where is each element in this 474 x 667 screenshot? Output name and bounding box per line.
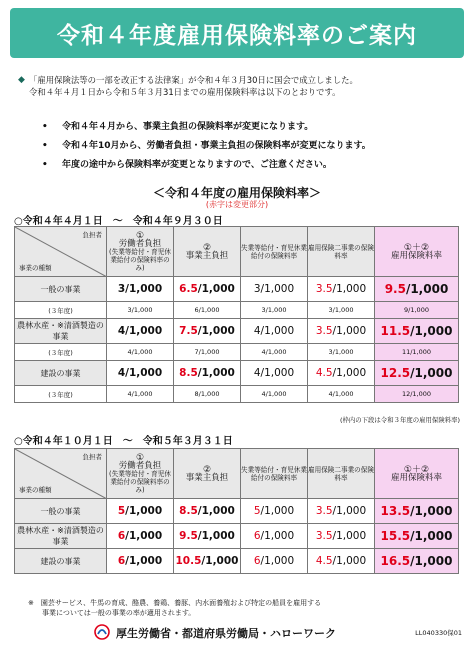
footer bbox=[0, 624, 474, 642]
rate-base-part: /1,000 bbox=[260, 555, 295, 567]
unemployment-rate bbox=[241, 524, 308, 549]
rate-changed-part: 9.5 bbox=[384, 282, 406, 296]
business-type: 一般の事業 bbox=[15, 277, 107, 302]
worker-rate bbox=[107, 499, 174, 524]
rate-changed-part: 6.5 bbox=[179, 283, 198, 295]
rate-changed-part: 5 bbox=[117, 505, 126, 517]
prev-year-rate: 11/1,000 bbox=[375, 344, 459, 361]
prev-year-rate: 6/1,000 bbox=[174, 302, 241, 319]
prev-year-rate: 3/1,000 bbox=[241, 302, 308, 319]
total-rate bbox=[375, 549, 459, 574]
rate-table-1 bbox=[14, 226, 459, 403]
rate-base-part: /1,000 bbox=[201, 555, 239, 567]
prev-year-rate: 12/1,000 bbox=[375, 386, 459, 403]
rate-changed-part: 12.5 bbox=[380, 366, 411, 380]
note-prev-year: (枠内の下段は令和３年度の雇用保険料率) bbox=[339, 416, 460, 424]
rate-changed-part: 3.5 bbox=[315, 505, 333, 517]
employer-rate bbox=[174, 549, 241, 574]
rate-base-part: /1,000 bbox=[260, 505, 295, 517]
header-unemp: 失業等給付・育児休業給付の保険料率 bbox=[241, 227, 308, 277]
unemployment-rate bbox=[241, 361, 308, 386]
period-2-heading: ○令和４年１０月１日 ～ 令和５年３月３１日 bbox=[14, 436, 233, 447]
rate-changed-part: 6 bbox=[253, 530, 261, 542]
worker-rate bbox=[107, 524, 174, 549]
two-projects-rate bbox=[308, 277, 375, 302]
rate-changed-part: 8.5 bbox=[179, 505, 198, 517]
bullet-icon: • bbox=[42, 160, 48, 170]
prev-year-rate: 9/1,000 bbox=[375, 302, 459, 319]
rate-changed-part: 16.5 bbox=[380, 554, 411, 568]
footnote-line-1: ※ 園芸サービス、牛馬の育成、酪農、養鶏、養豚、内水面養殖および特定の船員を雇用する bbox=[28, 599, 322, 607]
prev-year-label: (３年度) bbox=[15, 344, 107, 361]
rate-table-2 bbox=[14, 448, 459, 574]
table-row bbox=[15, 277, 459, 302]
business-type: 農林水産・※清酒製造の事業 bbox=[15, 524, 107, 549]
two-projects-rate bbox=[308, 524, 375, 549]
two-projects-rate bbox=[308, 361, 375, 386]
rate-changed-part: 15.5 bbox=[380, 529, 411, 543]
worker-rate bbox=[107, 549, 174, 574]
rate-base-part: /1,000 bbox=[125, 530, 163, 542]
bullet-2: 令和４年10月から、労働者負担・事業主負担の保険料率が変更になります。 bbox=[62, 141, 371, 151]
header-total: ①＋② 雇用保険料率 bbox=[375, 227, 459, 277]
worker-rate bbox=[107, 277, 174, 302]
title-banner: 令和４年度雇用保険料率のご案内 bbox=[10, 8, 464, 58]
rate-base-part: /1,000 bbox=[332, 325, 367, 337]
rate-changed-part: 3.5 bbox=[315, 325, 333, 337]
rate-changed-part: 11.5 bbox=[380, 324, 411, 338]
intro-line-2: 令和４年４月１日から令和５年３月31日までの雇用保険料率は以下のとおりです。 bbox=[29, 87, 341, 97]
rate-base-part: /1,000 bbox=[197, 505, 235, 517]
rate-base-part: /1,000 bbox=[410, 324, 453, 338]
rate-changed-part: 6 bbox=[253, 555, 261, 567]
rate-base-part: /1,000 bbox=[410, 529, 453, 543]
rate-changed-part: 4.5 bbox=[315, 555, 333, 567]
intro-line-1: 「雇用保険法等の一部を改正する法律案」が令和４年３月30日に国会で成立しました。 bbox=[29, 75, 358, 85]
rate-changed-part: 9.5 bbox=[179, 530, 198, 542]
total-rate bbox=[375, 524, 459, 549]
organization-name: 厚生労働省・都道府県労働局・ハローワーク bbox=[116, 627, 336, 640]
footnote-line-2: 事業については一般の事業の率が適用されます。 bbox=[28, 609, 196, 617]
footnote bbox=[28, 598, 448, 618]
table-title: ＜令和４年度の雇用保険料率＞ bbox=[152, 186, 321, 200]
rate-base-part: 3/1,000 bbox=[117, 283, 163, 295]
rate-changed-part: 3.5 bbox=[315, 283, 333, 295]
rate-changed-part: 6 bbox=[117, 530, 126, 542]
rate-base-part: /1,000 bbox=[332, 283, 367, 295]
two-projects-rate bbox=[308, 319, 375, 344]
business-type: 建設の事業 bbox=[15, 361, 107, 386]
ministry-logo-icon bbox=[94, 624, 110, 640]
rate-base-part: 4/1,000 bbox=[253, 325, 295, 337]
header-two-projects: 雇用保険二事業の保険料率 bbox=[308, 227, 375, 277]
header-unemp: 失業等給付・育児休業給付の保険料率 bbox=[241, 449, 308, 499]
prev-year-rate: 7/1,000 bbox=[174, 344, 241, 361]
rate-base-part: /1,000 bbox=[410, 366, 453, 380]
prev-year-rate: 3/1,000 bbox=[308, 302, 375, 319]
employer-rate bbox=[174, 524, 241, 549]
business-type: 一般の事業 bbox=[15, 499, 107, 524]
total-rate bbox=[375, 319, 459, 344]
employer-rate bbox=[174, 499, 241, 524]
prev-year-rate: 4/1,000 bbox=[241, 386, 308, 403]
rate-base-part: /1,000 bbox=[332, 530, 367, 542]
rate-changed-part: 13.5 bbox=[380, 504, 411, 518]
rate-base-part: /1,000 bbox=[332, 555, 367, 567]
two-projects-rate bbox=[308, 549, 375, 574]
header-corner bbox=[15, 227, 107, 277]
table-row bbox=[15, 361, 459, 386]
header-corner bbox=[15, 449, 107, 499]
header-burden: 負担者 bbox=[82, 231, 102, 239]
prev-year-rate: 4/1,000 bbox=[308, 386, 375, 403]
total-rate bbox=[375, 361, 459, 386]
business-type: 農林水産・※清酒製造の事業 bbox=[15, 319, 107, 344]
rate-base-part: 4/1,000 bbox=[253, 367, 295, 379]
rate-changed-part: 4.5 bbox=[315, 367, 333, 379]
prev-year-label: (３年度) bbox=[15, 302, 107, 319]
diamond-icon: ◆ bbox=[18, 75, 25, 85]
bullet-1: 令和４年４月から、事業主負担の保険料率が変更になります。 bbox=[62, 122, 314, 132]
bullet-icon: • bbox=[42, 141, 48, 151]
header-business: 事業の種類 bbox=[19, 264, 52, 272]
rate-base-part: 4/1,000 bbox=[117, 325, 163, 337]
prev-year-rate: 3/1,000 bbox=[308, 344, 375, 361]
rate-base-part: /1,000 bbox=[197, 530, 235, 542]
bullet-list bbox=[42, 118, 462, 175]
rate-base-part: /1,000 bbox=[197, 325, 235, 337]
header-worker: ① 労働者負担 (失業等給付・育児休業給付の保険料率のみ) bbox=[107, 227, 174, 277]
bullet-3: 年度の途中から保険料率が変更となりますので、ご注意ください。 bbox=[62, 160, 332, 170]
prev-year-row bbox=[15, 386, 459, 403]
table-row bbox=[15, 319, 459, 344]
rate-base-part: /1,000 bbox=[410, 554, 453, 568]
header-employer: ② 事業主負担 bbox=[174, 227, 241, 277]
rate-base-part: 4/1,000 bbox=[117, 367, 163, 379]
rate-changed-part: 6 bbox=[117, 555, 126, 567]
rate-base-part: /1,000 bbox=[197, 367, 235, 379]
worker-rate bbox=[107, 361, 174, 386]
table-row bbox=[15, 499, 459, 524]
table-subtitle: (赤字は変更部分) bbox=[205, 200, 269, 209]
rate-base-part: /1,000 bbox=[260, 530, 295, 542]
rate-changed-part: 7.5 bbox=[179, 325, 198, 337]
prev-year-row bbox=[15, 344, 459, 361]
prev-year-rate: 4/1,000 bbox=[241, 344, 308, 361]
header-burden: 負担者 bbox=[82, 453, 102, 461]
rate-base-part: /1,000 bbox=[197, 283, 235, 295]
prev-year-rate: 3/1,000 bbox=[107, 302, 174, 319]
header-total: ①＋② 雇用保険料率 bbox=[375, 449, 459, 499]
rate-base-part: /1,000 bbox=[125, 555, 163, 567]
prev-year-rate: 8/1,000 bbox=[174, 386, 241, 403]
employer-rate bbox=[174, 361, 241, 386]
rate-changed-part: 8.5 bbox=[179, 367, 198, 379]
header-two-projects: 雇用保険二事業の保険料率 bbox=[308, 449, 375, 499]
business-type: 建設の事業 bbox=[15, 549, 107, 574]
unemployment-rate bbox=[241, 499, 308, 524]
rate-changed-part: 3.5 bbox=[315, 530, 333, 542]
prev-year-label: (３年度) bbox=[15, 386, 107, 403]
unemployment-rate bbox=[241, 277, 308, 302]
prev-year-rate: 4/1,000 bbox=[107, 386, 174, 403]
header-worker: ① 労働者負担 (失業等給付・育児休業給付の保険料率のみ) bbox=[107, 449, 174, 499]
rate-base-part: /1,000 bbox=[405, 282, 449, 296]
rate-base-part: /1,000 bbox=[332, 367, 367, 379]
bullet-icon: • bbox=[42, 122, 48, 132]
intro bbox=[18, 74, 468, 98]
rate-base-part: /1,000 bbox=[125, 505, 163, 517]
table-row bbox=[15, 524, 459, 549]
header-employer: ② 事業主負担 bbox=[174, 449, 241, 499]
total-rate bbox=[375, 277, 459, 302]
two-projects-rate bbox=[308, 499, 375, 524]
rate-changed-part: 10.5 bbox=[175, 555, 202, 567]
rate-base-part: 3/1,000 bbox=[253, 283, 295, 295]
rate-base-part: /1,000 bbox=[332, 505, 367, 517]
prev-year-rate: 4/1,000 bbox=[107, 344, 174, 361]
document-code: LL040330保01 bbox=[415, 629, 462, 637]
rate-changed-part: 5 bbox=[253, 505, 261, 517]
prev-year-row bbox=[15, 302, 459, 319]
rate-base-part: /1,000 bbox=[410, 504, 453, 518]
total-rate bbox=[375, 499, 459, 524]
worker-rate bbox=[107, 319, 174, 344]
unemployment-rate bbox=[241, 549, 308, 574]
period-1-heading: ○令和４年４月１日 ～ 令和４年９月３０日 bbox=[14, 216, 223, 227]
table-row bbox=[15, 549, 459, 574]
header-business: 事業の種類 bbox=[19, 486, 52, 494]
employer-rate bbox=[174, 277, 241, 302]
employer-rate bbox=[174, 319, 241, 344]
unemployment-rate bbox=[241, 319, 308, 344]
